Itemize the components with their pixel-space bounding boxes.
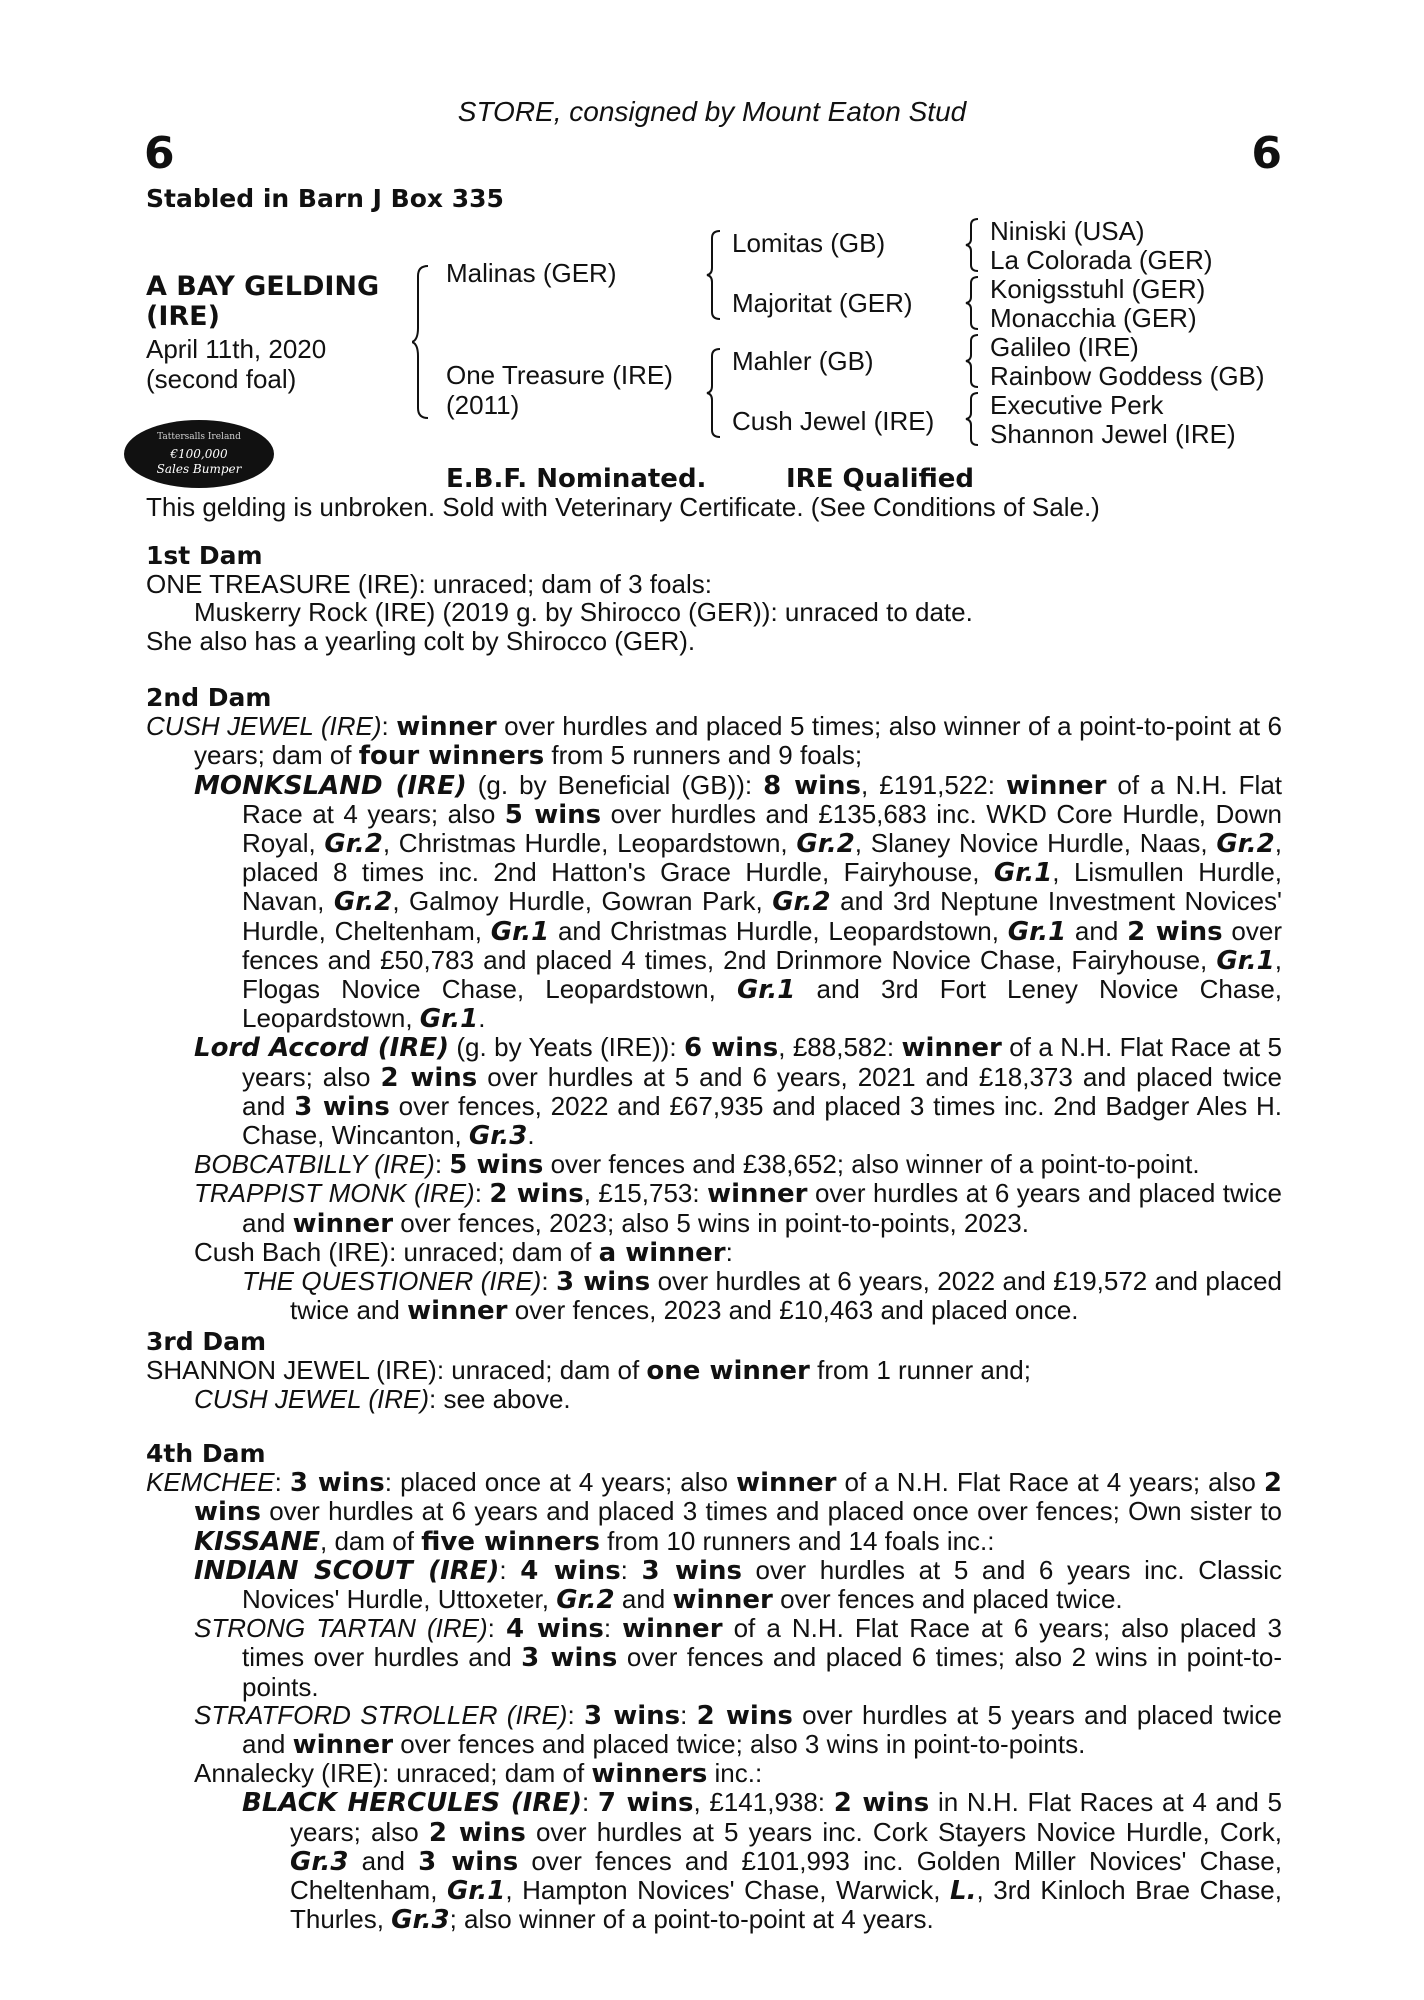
stabled-location: Stabled in Barn J Box 335 bbox=[146, 184, 504, 213]
g-niniski: Niniski (USA) bbox=[990, 216, 1145, 246]
sales-bumper-badge-icon: Tattersalls Ireland €100,000 Sales Bumper bbox=[124, 420, 274, 488]
sire-dam-brace bbox=[412, 262, 432, 422]
dam-year: (2011) bbox=[446, 390, 520, 420]
annalecky-entry: Annalecky (IRE): unraced; dam of winners inc.: bbox=[194, 1758, 763, 1790]
kemchee-entry: KEMCHEE: 3 wins: placed once at 4 years; also winner of a N.H. Flat Race at 4 years; also 2 wins over hurdles at 6 years and placed 3 times and placed once over fences; Own sister to KISSANE, dam of five winners from 10 runners and 14 foals inc.: bbox=[146, 1467, 1283, 1557]
sire-line-brace bbox=[706, 228, 722, 322]
brace-g3 bbox=[964, 332, 980, 390]
g-galileo: Galileo (IRE) bbox=[990, 332, 1139, 362]
g-rainbow-goddess: Rainbow Goddess (GB) bbox=[990, 361, 1265, 391]
first-dam-line: ONE TREASURE (IRE): unraced; dam of 3 foals: bbox=[146, 569, 712, 600]
brace-g1 bbox=[964, 216, 980, 274]
dam-sire: Mahler (GB) bbox=[732, 346, 874, 376]
first-dam-foal: Muskerry Rock (IRE) (2019 g. by Shirocco (GER)): unraced to date. bbox=[194, 597, 973, 628]
brace-g4 bbox=[964, 390, 980, 448]
unbroken-note: This gelding is unbroken. Sold with Veterinary Certificate. (See Conditions of Sale.) bbox=[146, 492, 1100, 522]
ire-qualified: IRE Qualified bbox=[786, 464, 975, 494]
g-shannon-jewel: Shannon Jewel (IRE) bbox=[990, 419, 1236, 449]
g-executive-perk: Executive Perk bbox=[990, 390, 1164, 420]
lord-accord-entry: Lord Accord (IRE) (g. by Yeats (IRE)): 6 wins, £88,582: winner of a N.H. Flat Race at 5 years; also 2 wins over hurdles at 5 and 6 years, 2021 and £18,373 and placed twice and 3 wins over fences, 2022 and £67,935 and placed 3 times inc. 2nd Badger Ales H. Chase, Wincanton, Gr.3. bbox=[194, 1032, 1283, 1152]
g-monacchia: Monacchia (GER) bbox=[990, 303, 1197, 333]
indian-scout-entry: INDIAN SCOUT (IRE): 4 wins: 3 wins over hurdles at 5 and 6 years inc. Classic Novices' Hurdle, Uttoxeter, Gr.2 and winner over fences and placed twice. bbox=[194, 1554, 1282, 1616]
second-dam-heading: 2nd Dam bbox=[146, 683, 272, 712]
ebf-nominated: E.B.F. Nominated. bbox=[446, 464, 707, 494]
consignor-line: STORE, consigned by Mount Eaton Stud bbox=[457, 96, 967, 127]
monksland-entry: MONKSLAND (IRE) (g. by Beneficial (GB)): 8 wins, £191,522: winner of a N.H. Flat Race at 4 years; also 5 wins over hurdles and £135,683 inc. WKD Core Hurdle, Down Royal, Gr.2, Christmas Hurdle, Leopardstown, Gr.2, Slaney Novice Hurdle, Naas, Gr.2, placed 8 times inc. 2nd Hatton's Grace Hurdle, Fairyhouse, Gr.1, Lismullen Hurdle, Navan, Gr.2, Galmoy Hurdle, Gowran Park, Gr.2 and 3rd Neptune Investment Novices' Hurdle, Cheltenham, Gr.1 and Christmas Hurdle, Leopardstown, Gr.1 and 2 wins over fences and £50,783 and placed 4 times, 2nd Drinmore Novice Chase, Fairyhouse, Gr.1, Flogas Novice Chase, Leopardstown, Gr.1 and 3rd Fort Leney Novice Chase, Leopardstown, Gr.1. bbox=[194, 769, 1283, 1035]
sire-dam: Majoritat (GER) bbox=[732, 288, 913, 318]
sire: Malinas (GER) bbox=[446, 258, 617, 288]
g-la-colorada: La Colorada (GER) bbox=[990, 245, 1213, 275]
sire-sire: Lomitas (GB) bbox=[732, 228, 886, 258]
first-dam-yearling: She also has a yearling colt by Shirocco (GER). bbox=[146, 625, 696, 656]
stratford-stroller-entry: STRATFORD STROLLER (IRE): 3 wins: 2 wins over hurdles at 5 years and placed twice and winner over fences and placed twice; also 3 wins in point-to-points. bbox=[194, 1699, 1282, 1761]
fourth-dam-heading: 4th Dam bbox=[146, 1439, 266, 1468]
lot-number-left: 6 bbox=[144, 128, 175, 179]
dam-line-brace bbox=[706, 346, 722, 440]
strong-tartan-entry: STRONG TARTAN (IRE): 4 wins: winner of a N.H. Flat Race at 6 years; also placed 3 times over hurdles and 3 wins over fences and placed 6 times; also 2 wins in point-to-points. bbox=[194, 1613, 1282, 1702]
fourth-dam-section bbox=[146, 1440, 1282, 1934]
horse-title: A BAY GELDING (IRE) bbox=[146, 271, 380, 332]
g-konigsstuhl: Konigsstuhl (GER) bbox=[990, 274, 1206, 304]
dam-dam: Cush Jewel (IRE) bbox=[732, 406, 935, 436]
third-dam-heading: 3rd Dam bbox=[146, 1327, 266, 1356]
the-questioner-entry: THE QUESTIONER (IRE): 3 wins over hurdles at 6 years, 2022 and £19,572 and placed twice and winner over fences, 2023 and £10,463 and placed once. bbox=[242, 1266, 1283, 1327]
first-dam-section bbox=[146, 542, 1282, 655]
cush-jewel-ref: CUSH JEWEL (IRE): see above. bbox=[194, 1384, 571, 1415]
lot-number-right: 6 bbox=[1251, 128, 1282, 179]
horse-foaled: April 11th, 2020 (second foal) bbox=[146, 334, 327, 394]
cush-jewel-entry: CUSH JEWEL (IRE): winner over hurdles and placed 5 times; also winner of a point-to-point at 6 years; dam of four winners from 5 runners and 9 foals; bbox=[146, 711, 1282, 772]
dam: One Treasure (IRE) bbox=[446, 360, 673, 390]
black-hercules-entry: BLACK HERCULES (IRE): 7 wins, £141,938: 2 wins in N.H. Flat Races at 4 and 5 years; also 2 wins over hurdles at 5 years inc. Cork Stayers Novice Hurdle, Cork, Gr.3 and 3 wins over fences and £101,993 inc. Golden Miller Novices' Chase, Cheltenham, Gr.1, Hampton Novices' Chase, Warwick, L., 3rd Kinloch Brae Chase, Thurles, Gr.3; also winner of a point-to-point at 4 years. bbox=[242, 1787, 1283, 1936]
trappist-monk-entry: TRAPPIST MONK (IRE): 2 wins, £15,753: winner over hurdles at 6 years and placed twice and winner over fences, 2023; also 5 wins in point-to-points, 2023. bbox=[194, 1178, 1282, 1239]
second-dam-section bbox=[146, 684, 1282, 1325]
first-dam-heading: 1st Dam bbox=[146, 541, 263, 570]
cush-bach-entry: Cush Bach (IRE): unraced; dam of a winner: bbox=[194, 1236, 733, 1268]
brace-g2 bbox=[964, 274, 980, 332]
bobcatbilly-entry: BOBCATBILLY (IRE): 5 wins over fences and £38,652; also winner of a point-to-point. bbox=[194, 1149, 1200, 1181]
third-dam-section bbox=[146, 1328, 1282, 1414]
shannon-jewel-entry: SHANNON JEWEL (IRE): unraced; dam of one winner from 1 runner and; bbox=[146, 1355, 1031, 1387]
